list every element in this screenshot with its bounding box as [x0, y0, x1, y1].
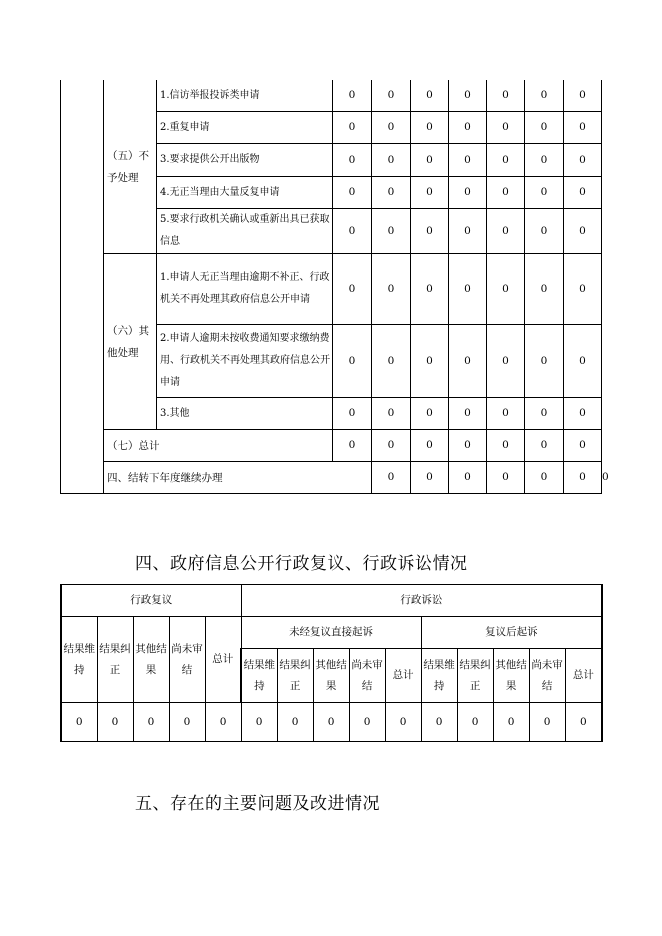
value-cell: 0 — [449, 112, 487, 144]
value-cell: 0 — [525, 177, 564, 209]
value-cell: 0 — [487, 80, 525, 112]
value-cell: 0 — [372, 177, 411, 209]
value-cell: 0 — [372, 112, 411, 144]
value-cell: 0 — [564, 209, 602, 254]
value-cell: 0 — [493, 703, 529, 742]
value-cell: 0 — [411, 80, 449, 112]
value-cell: 0 — [372, 254, 411, 325]
value-cell: 0 — [487, 112, 525, 144]
header-row — [61, 585, 602, 617]
value-cell: 0 — [449, 325, 487, 398]
value-cell: 0 — [333, 209, 372, 254]
value-cell: 0 — [449, 462, 487, 494]
value-cell: 0 — [487, 209, 525, 254]
after-review-header: 复议后起诉 — [421, 617, 602, 649]
value-cell: 0 — [449, 209, 487, 254]
value-cell: 0 — [564, 462, 602, 494]
review-col-header: 总计 — [205, 617, 241, 703]
admin-review-header: 行政复议 — [61, 585, 241, 617]
value-cell: 0 — [525, 144, 564, 177]
value-cell: 0 — [449, 254, 487, 325]
value-cell: 0 — [61, 703, 97, 742]
group-6-label: （六）其他处理 — [104, 254, 157, 430]
value-cell: 0 — [525, 462, 564, 494]
review-litigation-table — [60, 584, 603, 742]
section-5-title: 五、存在的主要问题及改进情况 — [135, 794, 380, 814]
value-cell: 0 — [97, 703, 133, 742]
value-cell: 0 — [564, 325, 602, 398]
value-cell: 0 — [349, 703, 385, 742]
value-cell: 0 — [372, 398, 411, 430]
value-cell: 0 — [525, 325, 564, 398]
row-label: 5.要求行政机关确认或重新出具已获取信息 — [157, 209, 333, 254]
value-cell: 0 — [525, 254, 564, 325]
litigation-col-header: 结果纠正 — [277, 649, 313, 703]
row-label: 3.要求提供公开出版物 — [157, 144, 333, 177]
value-cell: 0 — [565, 703, 602, 742]
value-cell: 0 — [487, 398, 525, 430]
value-cell: 0 — [133, 703, 169, 742]
review-col-header: 结果维持 — [61, 617, 97, 703]
value-cell: 0 — [411, 254, 449, 325]
litigation-col-header: 尚未审结 — [349, 649, 385, 703]
value-cell: 0 — [449, 80, 487, 112]
processing-table — [60, 80, 609, 494]
value-cell: 0 — [487, 254, 525, 325]
value-cell: 0 — [372, 209, 411, 254]
total-row — [61, 430, 602, 462]
value-cell: 0 — [372, 325, 411, 398]
value-cell: 0 — [333, 112, 372, 144]
direct-suit-header: 未经复议直接起诉 — [241, 617, 421, 649]
value-cell: 0 — [372, 462, 411, 494]
value-cell: 0 — [411, 144, 449, 177]
value-cell: 0 — [564, 430, 602, 462]
value-cell: 0 — [421, 703, 457, 742]
value-cell: 0 — [487, 430, 525, 462]
header-row — [61, 617, 602, 649]
value-cell: 0 — [525, 112, 564, 144]
litigation-col-header: 结果维持 — [421, 649, 457, 703]
value-cell: 0 — [525, 80, 564, 112]
review-col-header: 尚未审结 — [169, 617, 205, 703]
litigation-col-header: 其他结果 — [313, 649, 349, 703]
carry-row: 四、结转下年度继续办理 0 0 0 0 0 0 0 — [61, 462, 602, 494]
value-cell: 0 — [411, 398, 449, 430]
value-cell: 0 — [333, 325, 372, 398]
value-cell: 0 — [372, 430, 411, 462]
value-cell: 0 — [529, 703, 565, 742]
row-label: 2.重复申请 — [157, 112, 333, 144]
value-cell: 0 — [487, 144, 525, 177]
row-label: 4.无正当理由大量反复申请 — [157, 177, 333, 209]
litigation-col-header: 结果维持 — [241, 649, 277, 703]
review-col-header: 结果纠正 — [97, 617, 133, 703]
value-row — [61, 703, 602, 742]
value-cell: 0 — [449, 398, 487, 430]
value-cell: 0 — [411, 177, 449, 209]
value-cell: 0 — [313, 703, 349, 742]
litigation-col-header: 其他结果 — [493, 649, 529, 703]
value-cell: 0 — [449, 177, 487, 209]
value-cell: 0 — [205, 703, 241, 742]
value-cell: 0 — [457, 703, 493, 742]
value-cell: 0 — [385, 703, 421, 742]
value-cell: 0 — [333, 144, 372, 177]
section-4-title: 四、政府信息公开行政复议、行政诉讼情况 — [135, 554, 468, 574]
value-cell: 0 — [411, 112, 449, 144]
value-cell: 0 — [487, 325, 525, 398]
litigation-col-header: 总计 — [565, 649, 602, 703]
total-label: （七）总计 — [104, 430, 333, 462]
group-5-label: （五）不予处理 — [104, 80, 157, 254]
outer-blank-cell — [61, 80, 104, 494]
litigation-col-header: 总计 — [385, 649, 421, 703]
row-label: 1.申请人无正当理由逾期不补正、行政机关不再处理其政府信息公开申请 — [157, 254, 333, 325]
value-cell: 0 — [333, 430, 372, 462]
value-cell: 0 — [449, 430, 487, 462]
row-label: 3.其他 — [157, 398, 333, 430]
carry-label: 四、结转下年度继续办理 — [104, 462, 372, 494]
row-label: 1.信访举报投诉类申请 — [157, 80, 333, 112]
value-cell: 0 — [525, 398, 564, 430]
value-cell: 0 — [449, 144, 487, 177]
value-cell: 0 — [564, 177, 602, 209]
litigation-col-header: 尚未审结 — [529, 649, 565, 703]
row-label: 2.申请人逾期未按收费通知要求缴纳费用、行政机关不再处理其政府信息公开申请 — [157, 325, 333, 398]
review-col-header: 其他结果 — [133, 617, 169, 703]
table-row — [61, 254, 602, 325]
value-cell: 0 — [372, 144, 411, 177]
value-cell: 0 — [333, 80, 372, 112]
value-cell: 0 — [169, 703, 205, 742]
value-cell: 0 — [241, 703, 277, 742]
value-cell: 0 — [411, 430, 449, 462]
value-cell: 0 — [411, 209, 449, 254]
value-cell: 0 — [372, 80, 411, 112]
value-cell: 0 — [525, 209, 564, 254]
litigation-header: 行政诉讼 — [241, 585, 602, 617]
value-cell: 0 — [564, 254, 602, 325]
value-cell: 0 — [333, 177, 372, 209]
value-cell: 0 — [333, 254, 372, 325]
value-cell: 0 — [487, 462, 525, 494]
value-cell: 0 — [333, 398, 372, 430]
value-cell: 0 — [525, 430, 564, 462]
value-cell: 0 — [564, 80, 602, 112]
value-cell: 0 — [277, 703, 313, 742]
litigation-col-header: 结果纠正 — [457, 649, 493, 703]
value-cell: 0 — [411, 325, 449, 398]
table-row — [61, 80, 602, 112]
value-cell: 0 — [564, 398, 602, 430]
value-cell: 0 — [411, 462, 449, 494]
value-cell: 0 — [564, 144, 602, 177]
value-cell: 0 — [487, 177, 525, 209]
value-cell: 0 — [564, 112, 602, 144]
